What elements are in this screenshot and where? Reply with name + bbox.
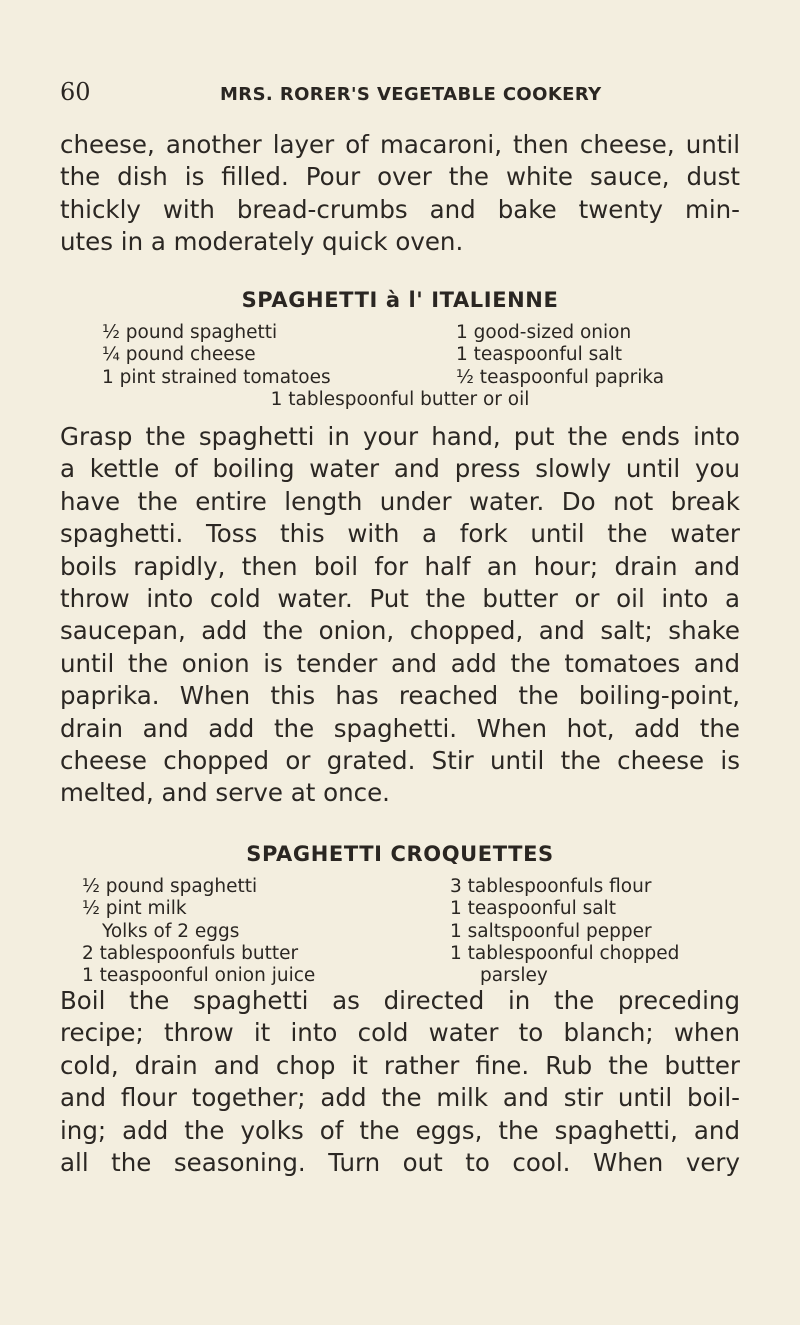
text-line: the dish is filled. Pour over the white sauce, dust <box>60 162 740 192</box>
ingredient: 3 tablespoonfuls flour <box>450 876 652 897</box>
ingredient: parsley <box>480 965 548 987</box>
ingredient: ½ pound spaghetti <box>102 322 278 343</box>
text-line: recipe; throw it into cold water to blanch; when <box>60 1018 740 1048</box>
text-line: have the entire length under water. Do not break <box>60 486 740 516</box>
ingredients-left-italienne <box>102 322 331 389</box>
ingredient: ¼ pound cheese <box>102 344 256 366</box>
ingredient: 2 tablespoonfuls butter <box>82 942 299 964</box>
recipe-title-croquettes: SPAGHETTI CROQUETTES <box>246 842 554 866</box>
recipe-title-italienne: SPAGHETTI à l' ITALIENNE <box>241 288 559 312</box>
ingredient: 1 tablespoonful chopped <box>450 942 680 964</box>
page-header <box>60 78 760 114</box>
text-line: thickly with bread-crumbs and bake twenty min- <box>60 194 740 224</box>
text-line: utes in a moderately quick oven. <box>60 227 464 257</box>
ingredients-right-croquettes <box>450 876 679 987</box>
text-line: drain and add the spaghetti. When hot, add the <box>60 713 740 743</box>
ingredient: ½ pint milk <box>82 898 187 920</box>
text-line: throw into cold water. Put the butter or oil into a <box>60 584 740 614</box>
text-line: Boil the spaghetti as directed in the preceding <box>60 986 740 1015</box>
text-line: until the onion is tender and add the tomatoes and <box>60 648 740 678</box>
text-line: a kettle of boiling water and press slowly until you <box>60 454 740 484</box>
ingredient: Yolks of 2 eggs <box>102 920 240 942</box>
recipe-paragraph-croquettes <box>60 985 740 1179</box>
ingredient: 1 teaspoonful onion juice <box>82 965 316 987</box>
ingredient: ½ pound spaghetti <box>82 876 258 897</box>
ingredient: 1 good-sized onion <box>456 322 632 343</box>
text-line: saucepan, add the onion, chopped, and salt; shake <box>60 616 740 646</box>
text-line: Grasp the spaghetti in your hand, put the ends into <box>60 422 740 451</box>
ingredient: 1 pint strained tomatoes <box>102 366 331 388</box>
recipe-paragraph-italienne <box>60 421 740 810</box>
ingredient: 1 saltspoonful pepper <box>450 920 652 942</box>
text-line: cheese, another layer of macaroni, then cheese, until <box>60 130 740 159</box>
intro-paragraph <box>60 129 740 259</box>
text-line: melted, and serve at once. <box>60 778 390 808</box>
text-line: boils rapidly, then boil for half an hour; drain and <box>60 551 740 581</box>
running-head: MRS. RORER'S VEGETABLE COOKERY <box>220 84 602 105</box>
text-line: paprika. When this has reached the boiling-point, <box>60 681 740 711</box>
ingredients-left-croquettes <box>82 876 315 987</box>
text-line: cheese chopped or grated. Stir until the cheese is <box>60 746 740 776</box>
ingredient-centered: 1 tablespoonful butter or oil <box>270 389 530 410</box>
ingredient: ½ teaspoonful paprika <box>456 366 665 388</box>
text-line: all the seasoning. Turn out to cool. When very <box>60 1148 740 1178</box>
page-number: 60 <box>60 78 91 106</box>
text-line: ing; add the yolks of the eggs, the spaghetti, and <box>60 1115 740 1145</box>
text-line: spaghetti. Toss this with a fork until the water <box>60 519 740 549</box>
text-line: cold, drain and chop it rather fine. Rub the butter <box>60 1050 740 1080</box>
ingredient: 1 teaspoonful salt <box>450 898 616 920</box>
ingredients-right-italienne <box>456 322 664 389</box>
text-line: and flour together; add the milk and stir until boil- <box>60 1083 740 1113</box>
ingredient: 1 teaspoonful salt <box>456 344 622 366</box>
